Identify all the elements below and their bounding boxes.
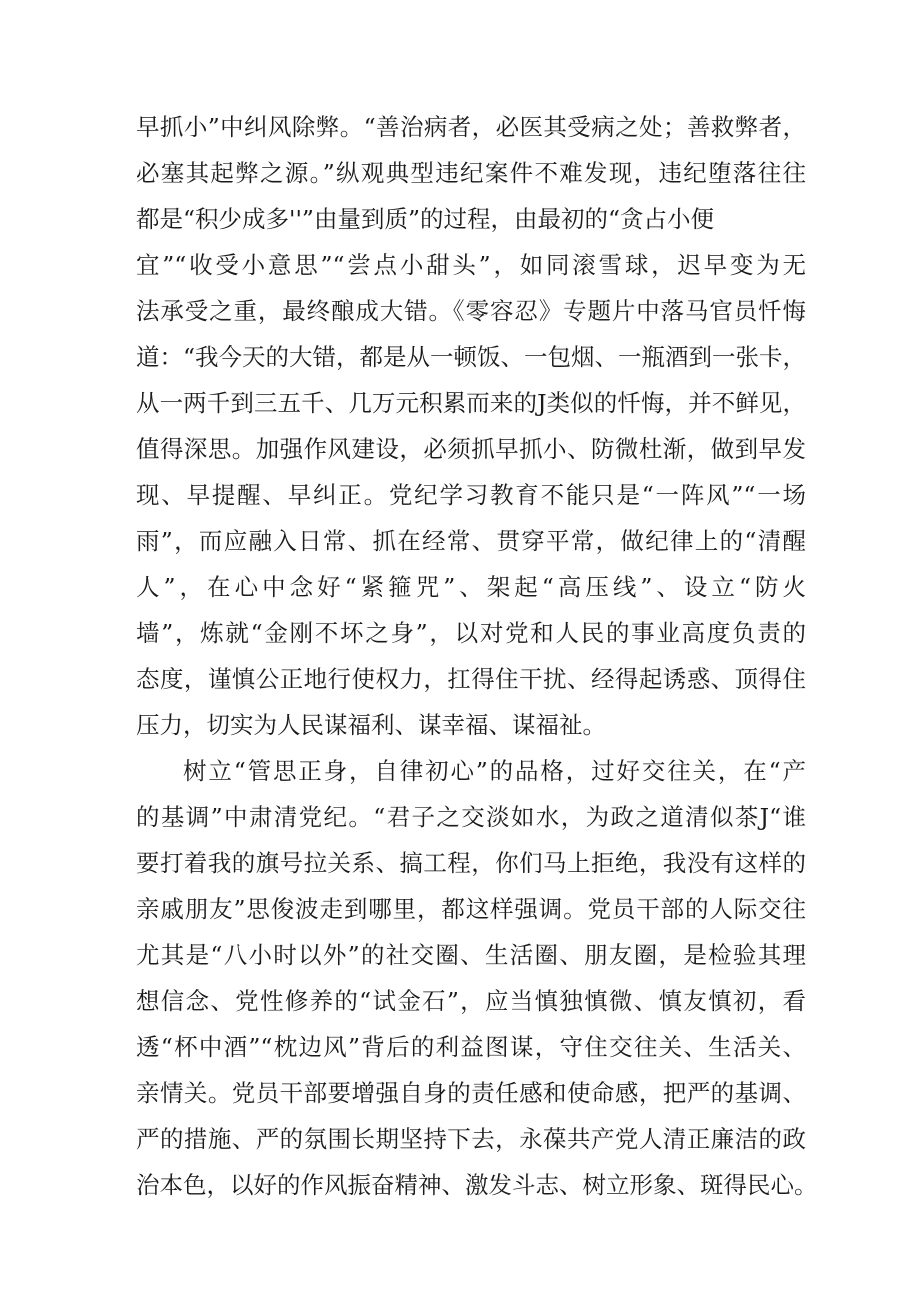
document-body [136,104,818,1208]
text-line: 法承受之重，最终酿成大错。《零容忍》专题片中落马官员忏悔 [136,297,806,325]
text-line: 态度，谨慎公正地行使权力，扛得住干扰、经得起诱惑、顶得住 [136,665,806,693]
text-line: 从一两千到三五千、几万元积累而来的J类似的忏悔，并不鲜见， [136,389,806,417]
text-line: 早抓小”中纠风除弊。“善治病者，必医其受病之处；善救弊者， [136,113,806,141]
text-line: 树立“管思正身，自律初心”的品格，过好交往关，在“产 [183,757,806,785]
text-line: 要打着我的旗号拉关系、搞工程，你们马上拒绝，我没有这样的 [136,849,806,877]
text-line: 的基调”中肃清党纪。“君子之交淡如水，为政之道清似茶J“谁 [136,803,806,831]
text-line: 墙”，炼就“金刚不坏之身”，以对党和人民的事业高度负责的 [136,619,806,647]
text-line: 透“杯中酒”“枕边风”背后的利益图谋，守住交往关、生活关、 [136,1033,806,1061]
text-line: 宜”“收受小意思”“尝点小甜头”，如同滚雪球，迟早变为无 [136,251,806,279]
text-line: 都是“积少成多''”由量到质”的过程，由最初的“贪占小便 [136,205,714,233]
text-line: 亲情关。党员干部要增强自身的责任感和使命感，把严的基调、 [136,1079,806,1107]
text-line: 治本色，以好的作风振奋精神、激发斗志、树立形象、斑得民心。 [136,1171,818,1199]
text-line: 道：“我今天的大错，都是从一顿饭、一包烟、一瓶酒到一张卡， [136,343,807,371]
text-line: 想信念、党性修养的“试金石”，应当慎独慎微、慎友慎初，看 [136,987,806,1015]
text-line: 必塞其起弊之源。”纵观典型违纪案件不难发现，违纪堕落往往 [136,159,806,187]
text-line: 亲戚朋友”思俊波走到哪里，都这样强调。党员干部的人际交往 [136,895,806,923]
text-line: 压力，切实为人民谋福利、谋幸福、谋福祉。 [136,711,606,739]
text-line: 严的措施、严的氛围长期坚持下去，永葆共产党人清正廉洁的政 [136,1125,806,1153]
paragraph-1 [136,104,806,748]
text-line: 雨”，而应融入日常、抓在经常、贯穿平常，做纪律上的“清醒 [136,527,806,555]
text-line: 尤其是“八小时以外”的社交圈、生活圈、朋友圈，是检验其理 [136,941,806,969]
text-line: 值得深思。加强作风建设，必须抓早抓小、防微杜渐，做到早发 [136,435,806,463]
text-line: 现、早提醒、早纠正。党纪学习教育不能只是“一阵风”“一场 [136,481,806,509]
paragraph-2 [136,748,818,1208]
text-line: 人”，在心中念好“紧箍咒”、架起“高压线”、设立“防火 [136,573,806,601]
